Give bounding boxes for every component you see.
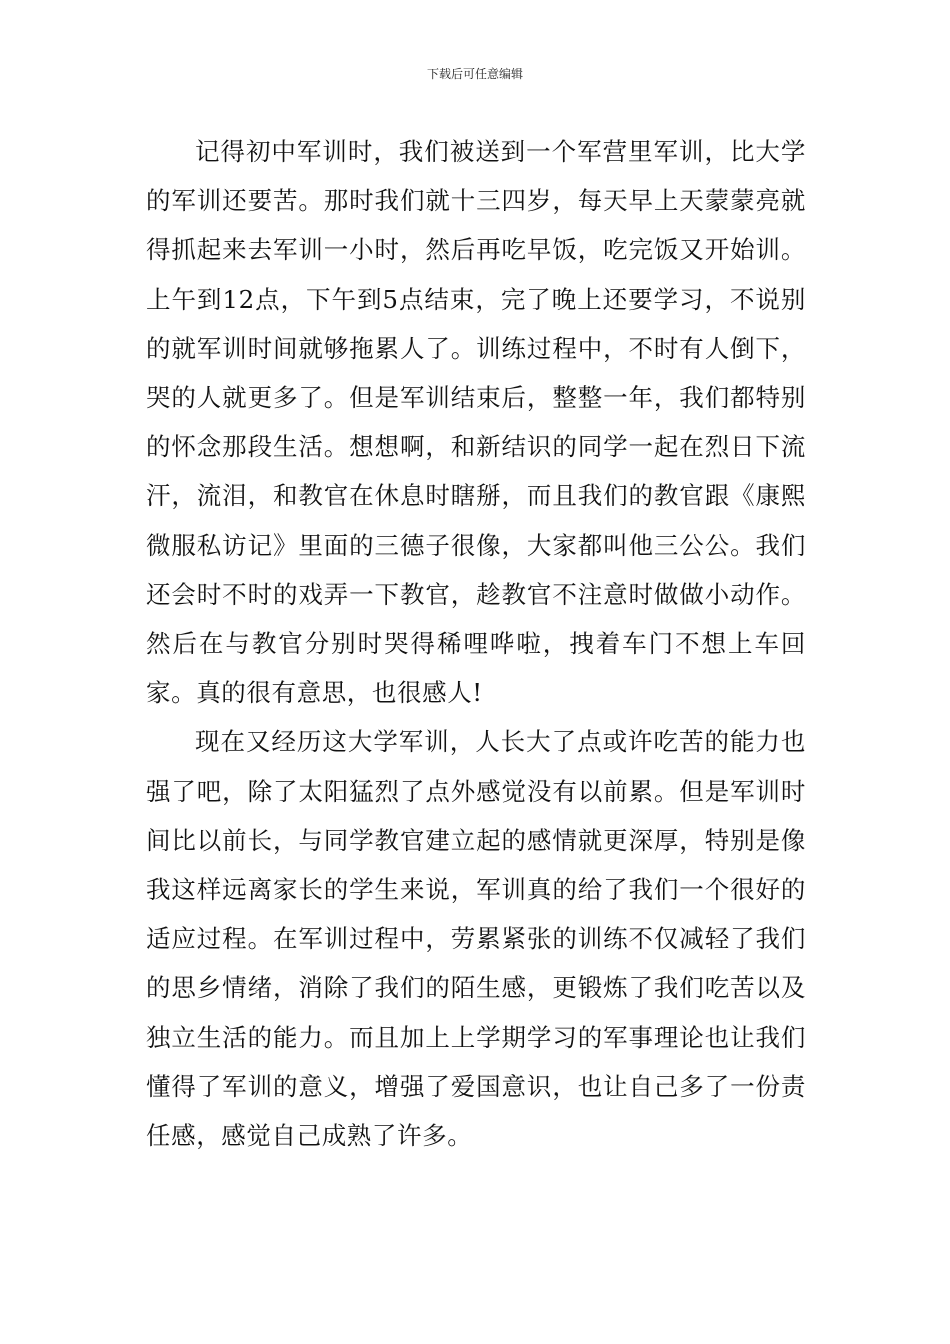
paragraph-1: 记得初中军训时，我们被送到一个军营里军训，比大学的军训还要苦。那时我们就十三四岁，每天早上天蒙蒙亮就得抓起来去军训一小时，然后再吃早饭，吃完饭又开始训。上午到12点，下午到5点结束，完了晚上还要学习，不说别的就军训时间就够拖累人了。训练过程中，不时有人倒下，哭的人就更多了。但是军训结束后，整整一年，我们都特别的怀念那段生活。想想啊，和新结识的同学一起在烈日下流汗，流泪，和教官在休息时瞎掰，而且我们的教官跟《康熙微服私访记》里面的三德子很像，大家都叫他三公公。我们还会时不时的戏弄一下教官，趁教官不注意时做做小动作。然后在与教官分别时哭得稀哩哗啦，拽着车门不想上车回家。真的很有意思，也很感人! — [146, 137, 806, 708]
document-body — [146, 127, 806, 1160]
paragraph-2: 现在又经历这大学军训，人长大了点或许吃苦的能力也强了吧，除了太阳猛烈了点外感觉没有以前累。但是军训时间比以前长，与同学教官建立起的感情就更深厚，特别是像我这样远离家长的学生来说，军训真的给了我们一个很好的适应过程。在军训过程中，劳累紧张的训练不仅减轻了我们的思乡情绪，消除了我们的陌生感，更锻炼了我们吃苦以及独立生活的能力。而且加上上学期学习的军事理论也让我们懂得了军训的意义，增强了爱国意识，也让自己多了一份责任感，感觉自己成熟了许多。 — [146, 727, 806, 1151]
header-note: 下载后可任意编辑 — [426, 67, 523, 81]
